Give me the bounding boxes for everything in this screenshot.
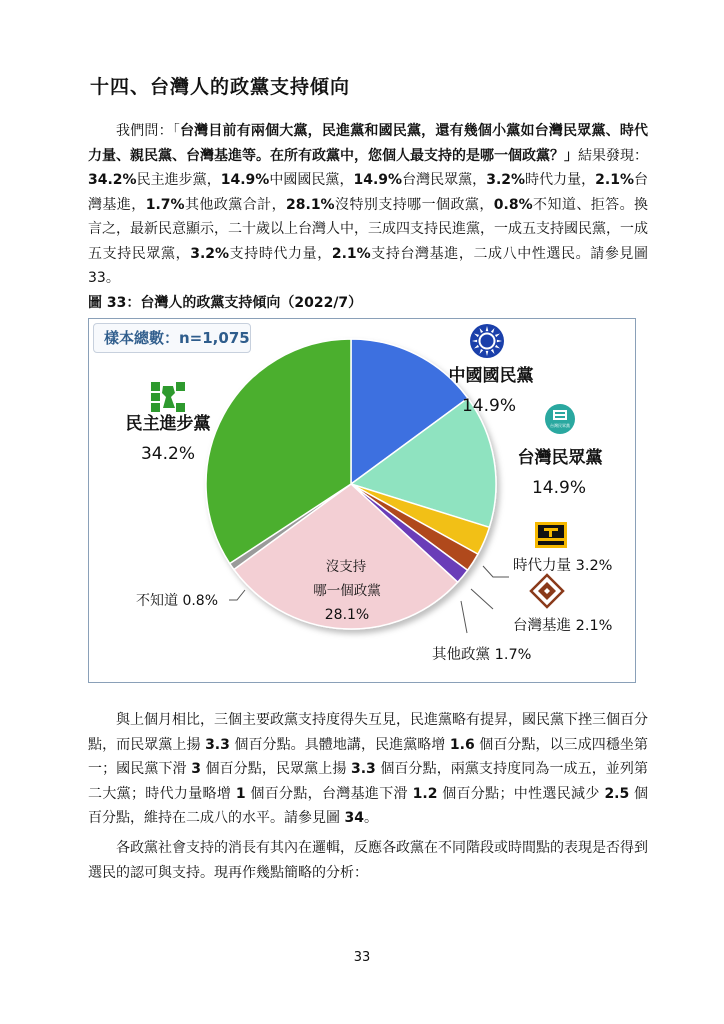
text-run: 3.2% — [486, 172, 526, 188]
text-run: 與上個月相比，三個主要政黨支持度得失互見，民進黨略有提昇，國民黨下挫三個百分點，而民眾黨上揚 — [88, 712, 648, 753]
leader-line-tsp — [471, 589, 493, 609]
text-run: 1 — [235, 785, 246, 802]
text-run: 28.1% — [286, 196, 335, 213]
text-run: 個百分點。具體地講，民進黨略增 — [229, 736, 450, 753]
leader-line-dk — [229, 590, 245, 600]
none-label-line1: 沒支持 — [325, 559, 367, 575]
text-run: 2.1% — [595, 172, 634, 188]
text-run: 1.2 — [412, 785, 438, 802]
tpp-percent: 14.9% — [531, 478, 587, 498]
text-run: 沒特別支持哪一個政黨， — [334, 196, 494, 213]
dpp-percent: 34.2% — [140, 444, 196, 464]
text-run: 3.3 — [350, 761, 376, 777]
dk-label: 不知道 0.8% — [136, 593, 219, 609]
text-run: 3.2% — [190, 245, 230, 262]
other-label: 其他政黨 1.7% — [432, 647, 532, 663]
text-run: 2.5 — [604, 785, 630, 802]
none-label-line2: 哪一個政黨 — [313, 583, 381, 599]
kmt-percent: 14.9% — [461, 396, 517, 416]
text-run: 台灣民眾黨， — [402, 172, 487, 188]
npp-logo-icon — [535, 522, 567, 548]
text-run: 34 — [344, 810, 364, 826]
paragraph-2 — [88, 708, 648, 831]
sample-size-label: 樣本總數：n=1,075 — [93, 323, 251, 353]
text-run: 台灣目前有兩個大黨，民進黨和國民黨，還有幾個小黨如台灣民眾黨、時代力量、親民黨、台灣基進等。在所有政黨中，您個人最支持的是哪一個政黨？」 — [88, 123, 649, 164]
text-run: 0.8% — [493, 196, 533, 213]
tpp-label: 台灣民眾黨 — [517, 448, 603, 468]
paragraph-3: 各政黨社會支持的消長有其內在邏輯，反應各政黨在不同階段或時間點的表現是否得到選民的認可與支持。現再作幾點簡略的分析： — [88, 840, 648, 881]
svg-text:台灣民眾黨: 台灣民眾黨 — [550, 423, 570, 428]
text-run: 中國國民黨， — [269, 172, 354, 188]
text-run: 台灣基進， — [88, 172, 649, 213]
leader-line-other — [461, 601, 467, 633]
text-run: 支持台灣基進，二成八中性選民。請參見圖 33。 — [88, 245, 649, 286]
npp-label: 時代力量 3.2% — [513, 558, 613, 574]
text-run: 個百分點，以三成四穩坐第一；國民黨下滑 — [88, 736, 648, 777]
text-run: 我們問：「 — [116, 123, 180, 139]
kmt-label: 中國國民黨 — [448, 366, 534, 386]
text-run: 支持時代力量， — [229, 245, 332, 262]
paragraph-1 — [88, 119, 648, 291]
none-percent: 28.1% — [324, 607, 370, 623]
kmt-sun-emblem-icon — [470, 324, 504, 358]
text-run: 2.1% — [331, 245, 371, 262]
tsp-logo-icon — [531, 575, 563, 607]
text-run: 個百分點，維持在二成八的水平。請參見圖 — [88, 785, 649, 826]
text-run: 時代力量， — [525, 172, 596, 188]
text-run: 個百分點，台灣基進下滑 — [245, 785, 413, 802]
tpp-logo-icon — [545, 404, 575, 434]
text-run: 1.7% — [145, 196, 185, 213]
page-number: 33 — [353, 950, 371, 965]
tsp-label: 台灣基進 2.1% — [513, 618, 613, 634]
text-run: 不知道、拒答。換言之，最新民意顯示，二十歲以上台灣人中，三成四支持民進黨，一成五支持國民黨，一成五支持民眾黨， — [88, 196, 649, 262]
text-run: 結果發現： — [578, 147, 648, 164]
text-run: 3.3 — [205, 736, 230, 753]
text-run: 民主進步黨， — [136, 172, 221, 188]
text-run: 3 — [191, 761, 201, 777]
text-run: 1.6 — [449, 736, 475, 753]
text-run: 34.2% — [88, 172, 137, 188]
section-heading: 十四、台灣人的政黨支持傾向 — [90, 76, 351, 98]
figure-caption: 圖 33：台灣人的政黨支持傾向（2022/7） — [88, 295, 363, 311]
text-run: 其他政黨合計， — [184, 196, 287, 213]
text-run: 。 — [363, 810, 378, 826]
pie-chart — [89, 319, 635, 682]
text-run: 個百分點；中性選民減少 — [437, 785, 605, 802]
pie-chart-figure — [88, 318, 636, 683]
text-run: 14.9% — [353, 172, 403, 188]
text-run: 14.9% — [220, 172, 270, 188]
text-run: 個百分點，民眾黨上揚 — [200, 761, 351, 777]
dpp-label: 民主進步黨 — [125, 414, 211, 434]
leader-line-npp — [483, 566, 509, 577]
dpp-logo-icon — [151, 382, 185, 412]
text-run: 個百分點，兩黨支持度同為一成五，並列第二大黨；時代力量略增 — [88, 761, 648, 802]
